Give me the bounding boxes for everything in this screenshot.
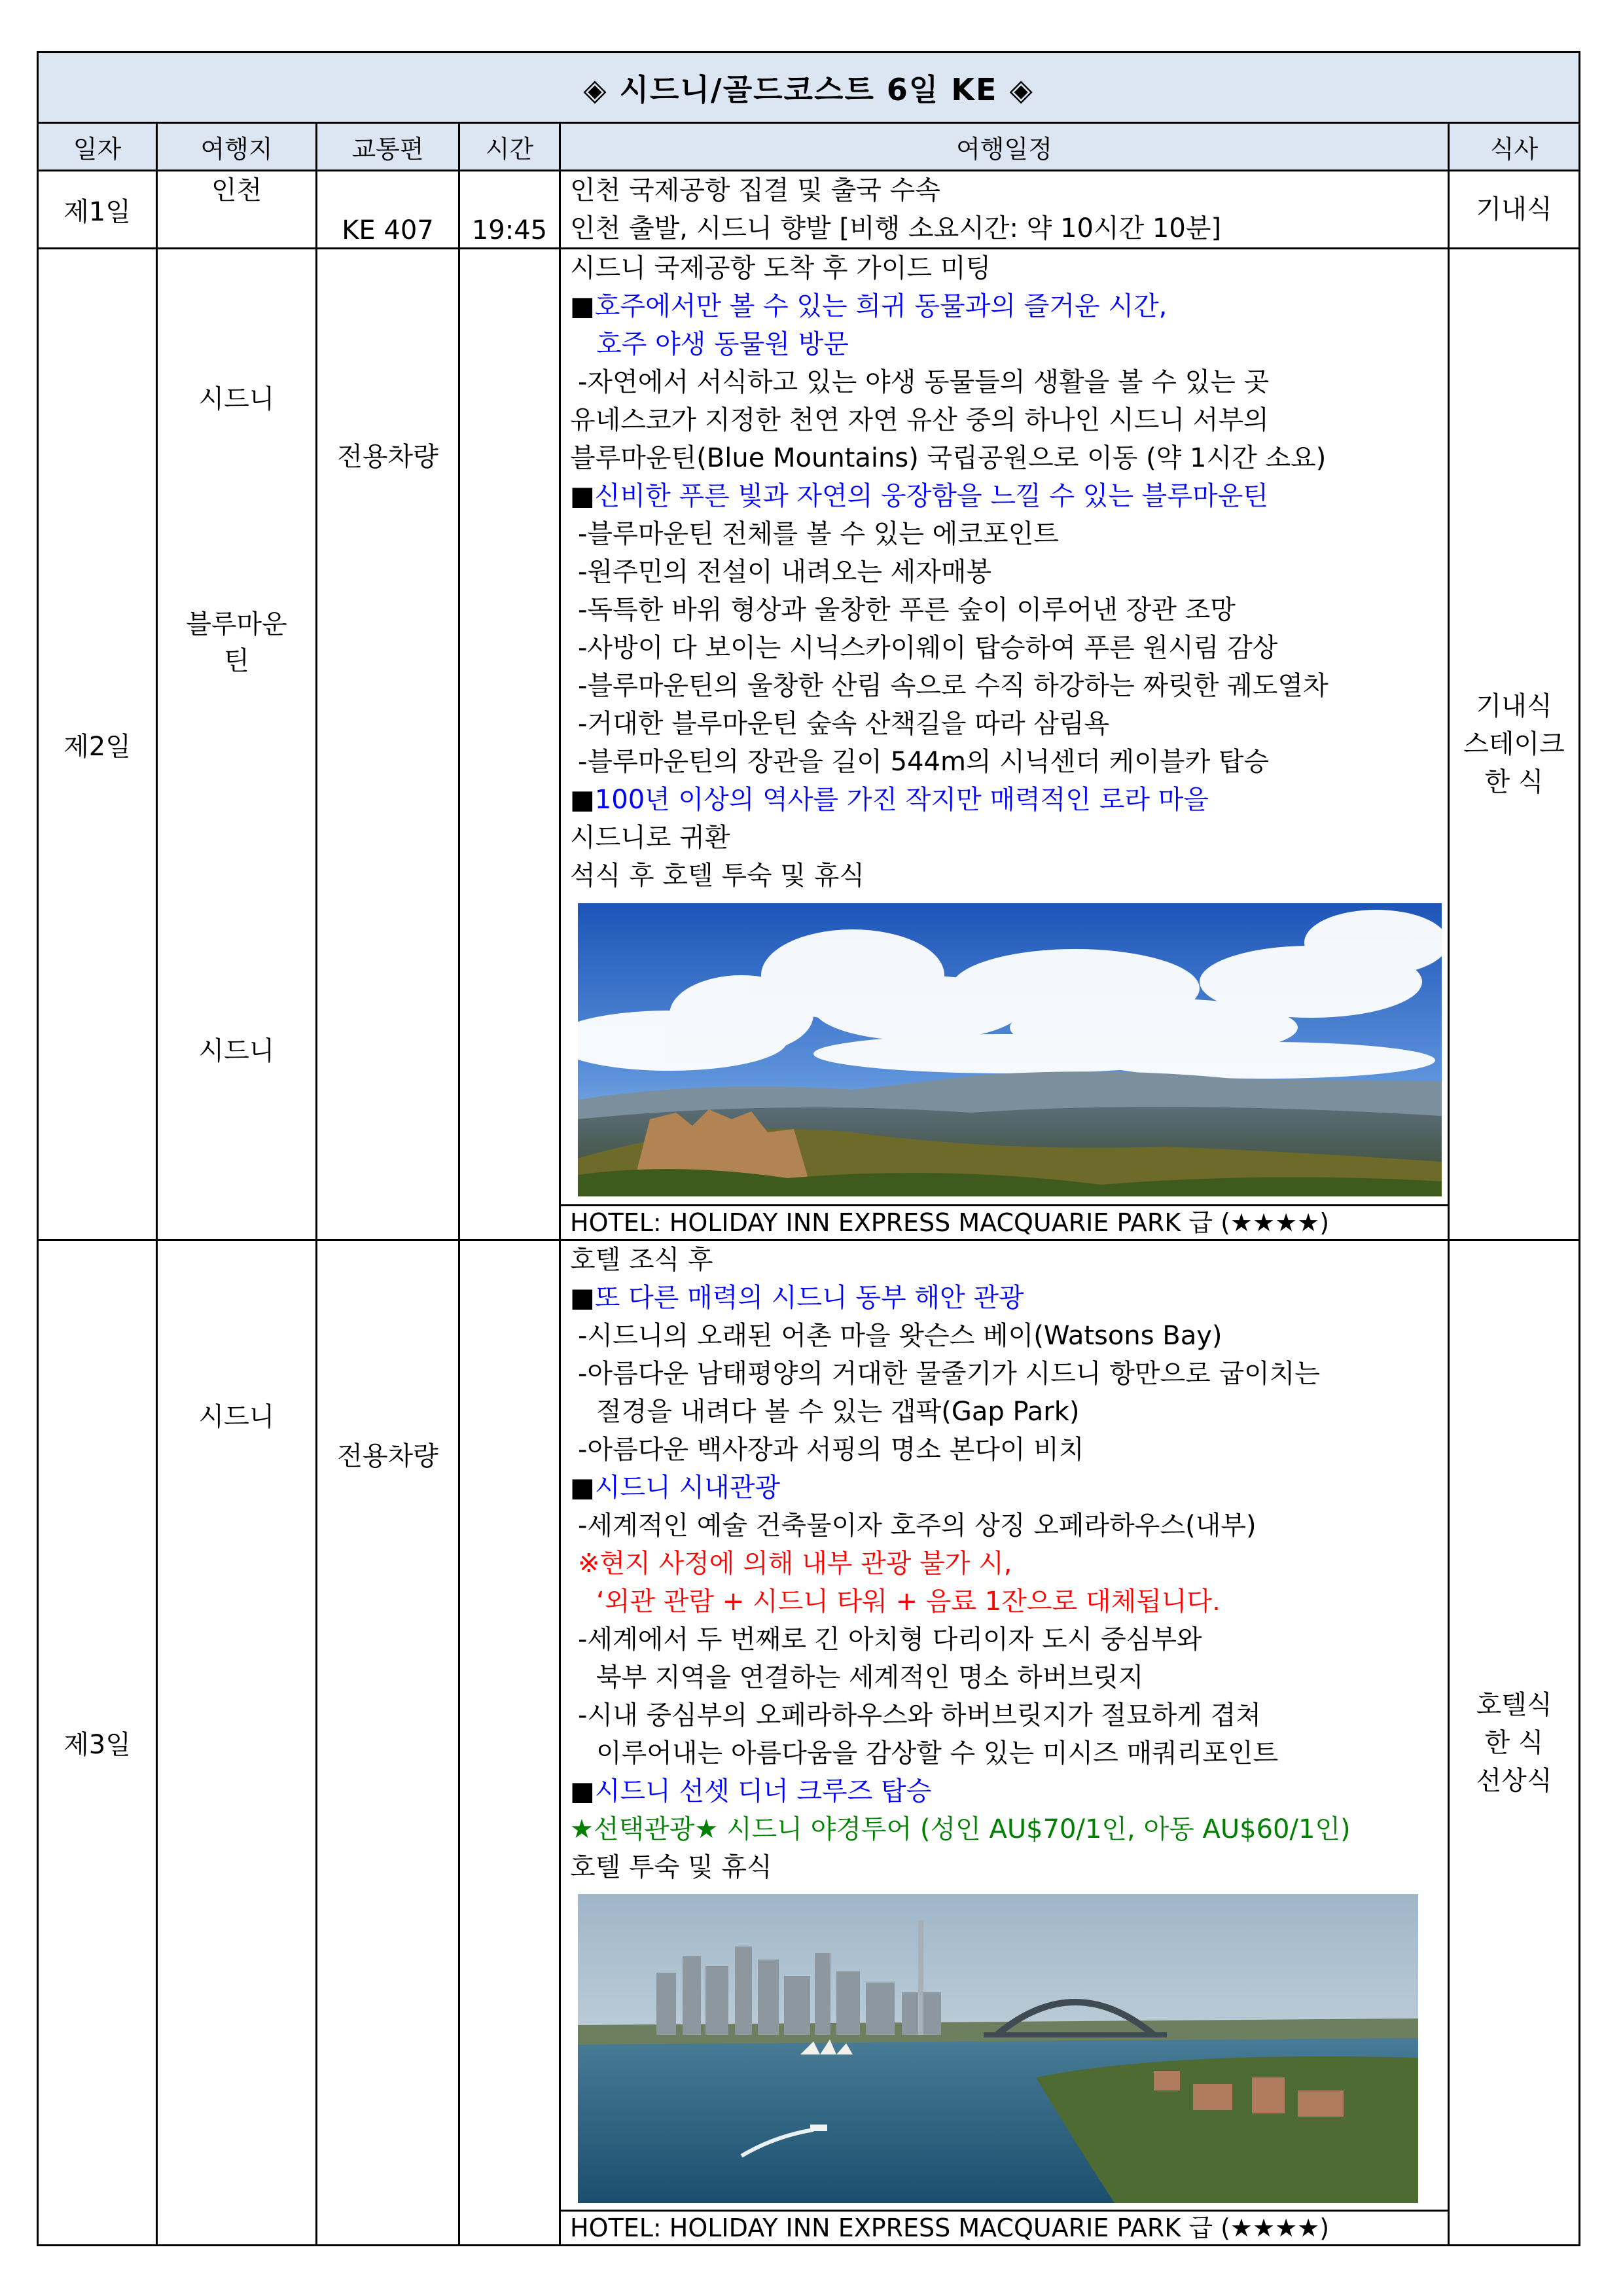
day3-line (570, 1583, 1448, 1621)
day2-line (570, 401, 1448, 439)
line-text: -블루마운틴 전체를 볼 수 있는 에코포인트 (578, 519, 1059, 549)
itinerary-table (37, 51, 1580, 2246)
bullet-square-icon: ■ (570, 1283, 595, 1313)
header-date: 일자 (38, 123, 157, 171)
header-itinerary: 여행일정 (560, 123, 1449, 171)
day3-line (570, 1355, 1448, 1393)
day3-place-sydney: 시드니 (198, 1402, 275, 1432)
line-text: -시내 중심부의 오페라하우스와 하버브릿지가 절묘하게 겹쳐 (578, 1700, 1262, 1731)
day3-hotel: HOTEL: HOLIDAY INN EXPRESS MACQUARIE PARK 급 (★★★★) (561, 2210, 1448, 2244)
bullet-square-icon: ■ (570, 1776, 595, 1806)
line-text: -세계에서 두 번째로 긴 아치형 다리이자 도시 중심부와 (578, 1624, 1202, 1655)
day2-line (570, 439, 1448, 477)
day3-label: 제3일 (38, 1240, 157, 2246)
line-text: 호텔 조식 후 (570, 1245, 713, 1275)
bullet-square-icon: ■ (570, 291, 595, 321)
line-text: -아름다운 남태평양의 거대한 물줄기가 시드니 항만으로 굽이치는 (578, 1359, 1321, 1389)
bullet-square-icon: ■ (570, 785, 595, 815)
day2-line (570, 363, 1448, 401)
day2-place-bluemountains: 블루마운 (186, 609, 287, 639)
line-text: -원주민의 전설이 내려오는 세자매봉 (578, 557, 992, 587)
day3-line (570, 1317, 1448, 1355)
day2-line (570, 781, 1448, 819)
bullet-square-icon: ■ (570, 481, 595, 511)
line-text: 북부 지역을 연결하는 세계적인 명소 하버브릿지 (596, 1662, 1144, 1693)
blue-mountains-image (578, 903, 1442, 1196)
day1-time: 19:45 (459, 171, 560, 249)
day1-line: 인천 출발, 시드니 향발 [비행 소요시간: 약 10시간 10분] (570, 213, 1222, 243)
day3-meal-2: 한 식 (1484, 1727, 1544, 1758)
line-text: -자연에서 서식하고 있는 야생 동물들의 생활을 볼 수 있는 곳 (578, 367, 1270, 397)
line-text: 호주 야생 동물원 방문 (596, 329, 849, 359)
line-text: -거대한 블루마운틴 숲속 산책길을 따라 삼림욕 (578, 709, 1110, 739)
day2-meal-2: 스테이크 (1463, 729, 1565, 759)
sydney-harbour-image (578, 1894, 1418, 2203)
day3-line (570, 1469, 1448, 1507)
line-text: ★선택관광★ 시드니 야경투어 (성인 AU$70/1인, 아동 AU$60/1인) (570, 1814, 1351, 1844)
day3-line (570, 1621, 1448, 1659)
day2-line (570, 629, 1448, 667)
day3-places (157, 1240, 317, 2246)
line-text: -독특한 바위 형상과 울창한 푸른 숲이 이루어낸 장관 조망 (578, 595, 1236, 625)
day2-line (570, 705, 1448, 743)
line-text: 절경을 내려다 볼 수 있는 갭팍(Gap Park) (596, 1397, 1080, 1427)
day3-line (570, 1696, 1448, 1734)
highlight-text: 시드니 시내관광 (594, 1473, 780, 1503)
day2-line (570, 819, 1448, 857)
day2-place-bluemountains-2: 틴 (224, 646, 249, 676)
bullet-square-icon: ■ (570, 1473, 595, 1503)
day3-transport-cell (317, 1240, 459, 2246)
line-text: 시드니로 귀환 (570, 823, 730, 853)
highlight-text: 호주에서만 볼 수 있는 희귀 동물과의 즐거운 시간, (594, 291, 1168, 321)
line-text: -사방이 다 보이는 시닉스카이웨이 탑승하여 푸른 원시림 감상 (578, 633, 1278, 663)
day3-transport: 전용차량 (337, 1441, 438, 1471)
day2-line (570, 591, 1448, 629)
header-destination: 여행지 (157, 123, 317, 171)
day3-line (570, 1507, 1448, 1545)
day2-hotel: HOTEL: HOLIDAY INN EXPRESS MACQUARIE PARK 급 (★★★★) (561, 1204, 1448, 1239)
table-header (38, 123, 1580, 171)
header-meal: 식사 (1449, 123, 1580, 171)
day3-meal-3: 선상식 (1476, 1765, 1552, 1796)
sydney-harbour-photo (570, 1886, 1448, 2210)
table-row-day3 (38, 1240, 1580, 2246)
day2-transport-cell (317, 249, 459, 1240)
header-time: 시간 (459, 123, 560, 171)
day3-line (570, 1241, 1448, 1279)
table-row-day1 (38, 171, 1580, 249)
line-text: -시드니의 오래된 어촌 마을 왓슨스 베이(Watsons Bay) (578, 1321, 1222, 1351)
page-title: ◈ 시드니/골드코스트 6일 KE ◈ (38, 52, 1580, 123)
line-text: -세계적인 예술 건축물이자 호주의 상징 오페라하우스(내부) (578, 1511, 1257, 1541)
highlight-text: 시드니 선셋 디너 크루즈 탑승 (594, 1776, 932, 1806)
day2-line (570, 515, 1448, 553)
day2-line (570, 477, 1448, 515)
line-text: 이루어내는 아름다움을 감상할 수 있는 미시즈 매쿼리포인트 (596, 1738, 1279, 1768)
day2-meals (1449, 249, 1580, 1240)
day2-line (570, 249, 1448, 287)
day1-meal: 기내식 (1449, 171, 1580, 249)
day3-line (570, 1810, 1448, 1848)
day2-places (157, 249, 317, 1240)
line-text: 유네스코가 지정한 천연 자연 유산 중의 하나인 시드니 서부의 (570, 405, 1269, 435)
day3-line (570, 1659, 1448, 1696)
line-text: 호텔 투숙 및 휴식 (570, 1852, 772, 1882)
day1-place: 인천 (157, 171, 317, 249)
day1-line: 인천 국제공항 집결 및 출국 수속 (570, 175, 940, 206)
day3-line (570, 1772, 1448, 1810)
day3-line (570, 1734, 1448, 1772)
day2-line (570, 325, 1448, 363)
day2-place-sydney: 시드니 (198, 384, 275, 414)
day2-place-sydney-return: 시드니 (198, 1036, 275, 1066)
day2-time (459, 249, 560, 1240)
line-text: ‘외관 관람 + 시드니 타워 + 음료 1잔으로 대체됩니다. (596, 1587, 1221, 1617)
line-text: 석식 후 호텔 투숙 및 휴식 (570, 861, 865, 891)
day2-line (570, 667, 1448, 705)
day2-line (570, 857, 1448, 895)
day3-meals (1449, 1240, 1580, 2246)
day2-meal-1: 기내식 (1476, 691, 1552, 721)
highlight-text: 또 다른 매력의 시드니 동부 해안 관광 (594, 1283, 1024, 1313)
line-text: 시드니 국제공항 도착 후 가이드 미팅 (570, 253, 991, 283)
day2-itinerary (560, 249, 1449, 1240)
header-transport: 교통편 (317, 123, 459, 171)
day1-flight: KE 407 (317, 171, 459, 249)
day2-line (570, 553, 1448, 591)
line-text: -블루마운틴의 울창한 산림 속으로 수직 하강하는 짜릿한 궤도열차 (578, 671, 1329, 701)
day2-transport: 전용차량 (337, 442, 438, 472)
day3-meal-1: 호텔식 (1476, 1689, 1552, 1720)
day3-line (570, 1279, 1448, 1317)
line-text: 블루마운틴(Blue Mountains) 국립공원으로 이동 (약 1시간 소요) (570, 443, 1327, 473)
line-text: -아름다운 백사장과 서핑의 명소 본다이 비치 (578, 1435, 1084, 1465)
highlight-text: 100년 이상의 역사를 가진 작지만 매력적인 로라 마을 (594, 785, 1209, 815)
day2-label: 제2일 (38, 249, 157, 1240)
line-text: ※현지 사정에 의해 내부 관광 불가 시, (578, 1549, 1012, 1579)
day2-meal-3: 한 식 (1484, 767, 1544, 797)
day3-line (570, 1431, 1448, 1469)
line-text: -블루마운틴의 장관을 길이 544m의 시닉센더 케이블카 탑승 (578, 747, 1270, 777)
day2-line (570, 743, 1448, 781)
highlight-text: 신비한 푸른 빛과 자연의 웅장함을 느낄 수 있는 블루마운틴 (594, 481, 1268, 511)
day2-line (570, 287, 1448, 325)
day3-line (570, 1545, 1448, 1583)
day1-itinerary (560, 171, 1449, 249)
day3-line (570, 1848, 1448, 1886)
day3-itinerary (560, 1240, 1449, 2246)
blue-mountains-photo (570, 895, 1448, 1204)
day3-time (459, 1240, 560, 2246)
day1-label: 제1일 (38, 171, 157, 249)
day3-line (570, 1393, 1448, 1431)
table-row-day2 (38, 249, 1580, 1240)
